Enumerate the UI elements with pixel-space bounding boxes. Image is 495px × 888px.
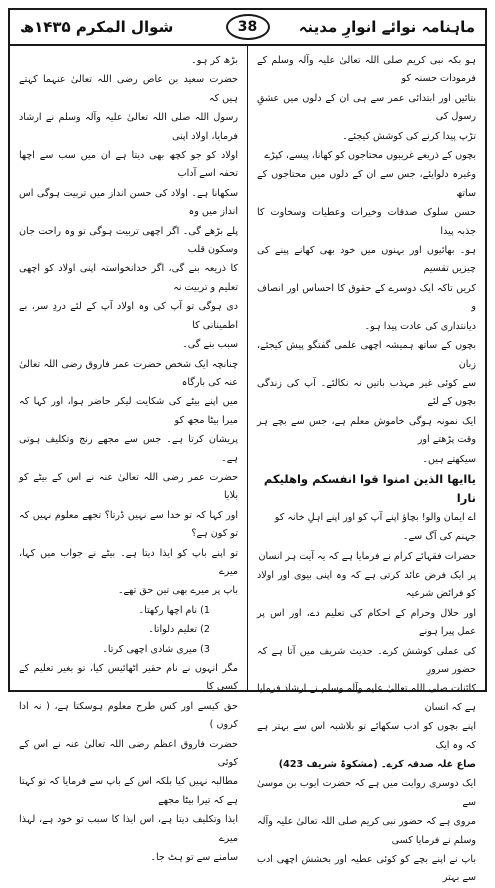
list-item: 1) نام اچھا رکھتا۔: [138, 604, 210, 616]
text-line: حضرت سعید بن عاص رضی اللہ تعالیٰ عنہما کہتے ہیں کہ: [19, 74, 238, 104]
text-line: وغیرہ دلوایئے، جس سے ان کے دلوں میں محتاجوں کے ساتھ: [257, 169, 476, 199]
text-line: حق کیسے اور کس طرح معلوم ہوسکتا ہے، ( نہ ادا کروں ): [19, 700, 238, 731]
text-line: جہنم کی آگ سے۔: [402, 531, 476, 543]
magazine-title: ماہنامہ نوائے انوارِ مدینہ: [298, 17, 475, 36]
text-line: باپ نے اپنے بچے کو کوئی عطیہ اور بخشش اچھی ادب سے بہتر: [257, 854, 476, 884]
text-line: بچوں کے ذریعے غریبوں محتاجوں کو کھانا، پیسے، کپڑے: [264, 150, 476, 162]
text-line: پر ایک فرض عائد کرتی ہے کہ وہ اپنی بیوی اور اولاد کو فرائض شرعیہ: [257, 569, 476, 600]
page-number-badge: 38: [226, 14, 270, 40]
text-line: حضرت فاروق اعظم رضی اللہ تعالیٰ عنہ نے اس کے کوئی: [19, 738, 238, 769]
text-line: اپنے بچوں کو ادب سکھائے تو بلاشبہ اس سے بہتر ہے کہ وہ ایک: [257, 721, 476, 751]
text-line: اے ایمان والو! بچاؤ اپنے آپ کو اور اپنے اہلِ خانہ کو: [274, 511, 476, 523]
text-line: مگر انہوں نے نام حقیر اٹھائیس کیا، تو بغیر تعلیم کے کسی کا: [19, 663, 238, 693]
quranic-verse-end: نارا: [456, 491, 476, 506]
quranic-verse: یاایھا الذین امنوا قوا انفسکم واھلیکم: [263, 471, 476, 486]
text-line: اور حلال وحرام کے احکام کی تعلیم دے، اور اس پر عمل پیرا ہونے: [257, 607, 476, 638]
text-line: سبب بنے گی۔: [182, 339, 238, 351]
citation-line: صاع غلہ صدقہ کرے۔ (مشکوۃ شریف 423): [278, 759, 476, 771]
list-item: 3) میری شادی اچھی کرتا۔: [102, 643, 210, 655]
text-line: کی عملی کوشش کرے۔ حدیث شریف میں آتا ہے کہ حضور سرورِ: [257, 645, 476, 675]
text-line: بتائیں اور ابتدائی عمر سے ہی ان کے دلوں میں عشقِ رسول کی: [257, 92, 476, 123]
text-line: اولاد کو جو کچھ بھی دیتا ہے ان میں سب سے اچھا تحفہ اسے آداب: [19, 150, 238, 180]
text-line: چنانچہ ایک شخص حضرت عمر فاروق رضی اللہ تعالیٰ عنہ کی بارگاہ: [19, 358, 238, 388]
article-body: [10, 46, 485, 884]
text-line: دی ہوگی تو آپ کی وہ اولاد آپ کے لئے دردِ سر، بے اطمینانی کا: [19, 301, 238, 331]
text-line: تڑپ پیدا کرنے کی کوشش کیجئے۔: [342, 130, 476, 142]
text-line: سکھانا ہے۔ اولاد کی حسن انداز میں تربیت ہوگی اس انداز میں وہ: [19, 187, 238, 218]
text-line: تو اپنے باپ کو ایذا دیتا ہے۔ بیٹے نے جواب میں کہا، میرے: [19, 547, 238, 577]
text-line: اور کہا کہ تو خدا سے نہیں ڈرتا؟ تجھے معلوم نہیں کہ تو کون ہے؟: [19, 509, 238, 540]
text-line: کائنات صلی اللہ تعالیٰ علیہ وآلہ وسلم نے ارشاد فرمایا ہے کہ انسان: [257, 683, 476, 713]
text-line: کریں تاکہ ایک دوسرے کے حقوق کا احساس اور انصاف و: [257, 282, 476, 313]
text-line: ہو۔ بھائیوں اور بہنوں میں خود بھی کھانے پینے کی چیزیں تقسیم: [257, 245, 476, 275]
text-line: ایذا وتکلیف دیتا ہے، اس ایذا کا سبب تو خود ہے، لہذا میرے: [19, 814, 238, 844]
text-line: بچوں کے ساتھ ہمیشہ اچھی علمی گفتگو پیش کیجئے، زبان: [257, 340, 476, 370]
text-line: حضرات فقہائے کرام نے فرمایا ہے کہ یہ آیت ہر انسان: [258, 550, 476, 562]
page-header: [10, 10, 485, 46]
left-column: [10, 46, 247, 864]
text-line: بڑھ کر ہو۔: [191, 55, 238, 66]
right-column: [248, 46, 485, 884]
text-line: سیکھتے ہیں۔: [422, 453, 476, 465]
text-line: ایک نمونہ ہوگی خاموش معلم ہے، جس سے بچے ہر وقت پڑھتے اور: [257, 415, 476, 446]
text-line: مروی ہے کہ حضور نبی کریم صلی اللہ تعالیٰ علیہ وآلہ وسلم نے فرمایا کسی: [257, 816, 476, 846]
text-line: مطالبہ نہیں کیا بلکہ اس کے باپ سے فرمایا کہ تو کہتا ہے کہ تیرا بیٹا مجھے: [19, 776, 238, 806]
issue-date: شوال المکرم ۱۴۳۵ھ: [20, 17, 174, 36]
text-line: سامنے سے تو ہٹ جا۔: [150, 852, 238, 864]
magazine-page: [8, 8, 487, 884]
text-line: پلے بڑھے گی۔ اگر اچھی تربیت ہوگی تو وہ راحت جان وسکون قلب: [19, 225, 238, 256]
text-line: ہو بکہ نبی کریم صلی اللہ تعالیٰ علیہ وآلہ وسلم کے فرمودات حسنہ کو: [257, 55, 476, 85]
list-item: 2) تعلیم دلواتا۔: [148, 624, 210, 636]
text-line: حسن سلوک صدقات وخیرات وعطیات وسخاوت کا جذبہ پیدا: [257, 207, 476, 237]
text-line: رسول اللہ صلی اللہ تعالیٰ علیہ وآلہ وسلم نے ارشاد فرمایا، اولاد اپنی: [19, 112, 238, 142]
text-line: کا ذریعہ بنے گی، اگر خدانخواستہ اپنی اولاد کو اچھی تعلیم و تربیت نہ: [19, 263, 238, 293]
text-line: ایک دوسری روایت میں ہے کہ حضرت ایوب بن موسیٰ سے: [257, 778, 476, 808]
text-line: حضرت عمر رضی اللہ تعالیٰ عنہ نے اس کے بیٹے کو بلایا: [19, 471, 238, 502]
text-line: پریشان کرتا ہے۔ جس سے مجھے رنج وتکلیف ہوتی ہے۔: [19, 434, 238, 464]
text-line: سے کوئی غیر مہذب باتیں نہ نکالئے۔ آپ کی زندگی بچوں کے لئے: [257, 377, 476, 408]
text-line: باپ پر میرے بھی تین حق تھے۔: [117, 585, 238, 597]
text-line: میں اپنے بیٹے کی شکایت لیکر حاضر ہوا، اور کہا کہ میرا بیٹا مجھ کو: [19, 396, 238, 426]
text-line: دیانتداری کی عادت پیدا ہو۔: [364, 320, 476, 332]
